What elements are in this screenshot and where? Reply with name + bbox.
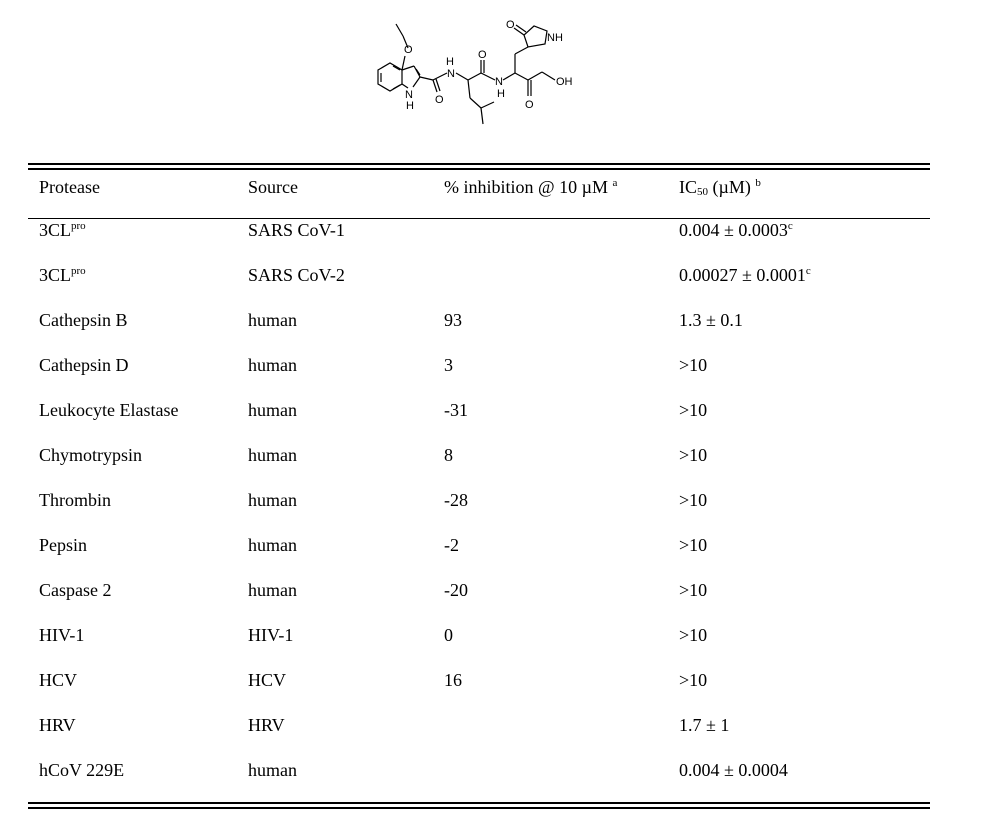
table-row [28, 309, 930, 354]
atom-h-amide1: H [446, 56, 454, 68]
cell-ic50: 1.3 ± 0.1 [679, 310, 743, 330]
cell-protease: HCV [39, 670, 78, 690]
cell-inhibition: 3 [444, 355, 453, 375]
cell-ic50: >10 [679, 580, 708, 600]
cell-protease: HIV-1 [39, 625, 85, 645]
table-row [28, 624, 930, 669]
table-row [28, 444, 930, 489]
cell-inhibition: -20 [444, 580, 468, 600]
atom-h-amide2: H [497, 88, 505, 100]
header-inhibition: % inhibition @ 10 µM $^a$ [444, 177, 618, 197]
cell-source: human [248, 400, 297, 420]
table-row [28, 489, 930, 534]
table-row [28, 714, 930, 759]
cell-protease: Chymotrypsin [39, 445, 143, 465]
cell-ic50: 0.004 ± 0.0003$^c$ [679, 220, 793, 240]
table-row [28, 399, 930, 444]
cell-source: human [248, 490, 297, 510]
cell-ic50: >10 [679, 670, 708, 690]
cell-protease: $3CL^{pro}$ [39, 220, 86, 240]
table-row [28, 264, 930, 309]
cell-protease: Pepsin [39, 535, 88, 555]
protease-table [28, 168, 930, 804]
cell-protease: HRV [39, 715, 76, 735]
atom-n-amide1: N [447, 68, 455, 80]
atom-o-ketone: O [525, 99, 534, 111]
table-row [28, 759, 930, 804]
benzene-ring [378, 63, 402, 91]
cell-inhibition: 16 [444, 670, 462, 690]
cell-ic50: >10 [679, 535, 708, 555]
table-row [28, 669, 930, 714]
atom-oh: OH [556, 76, 573, 88]
table-header [28, 168, 930, 208]
table-row [28, 354, 930, 399]
cell-source: human [248, 310, 297, 330]
header-source: Source [248, 177, 298, 197]
cell-protease: hCoV 229E [39, 760, 125, 780]
cell-ic50: 1.7 ± 1 [679, 715, 730, 735]
header-protease: Protease [39, 177, 100, 197]
cell-inhibition: 8 [444, 445, 453, 465]
cell-ic50: 0.00027 ± 0.0001$^c$ [679, 265, 811, 285]
cell-inhibition: -31 [444, 400, 468, 420]
atom-o-carbonyl1: O [435, 94, 444, 106]
cell-inhibition: 93 [444, 310, 462, 330]
cell-protease: $3CL^{pro}$ [39, 265, 86, 285]
cell-inhibition: -2 [444, 535, 459, 555]
cell-protease: Cathepsin B [39, 310, 128, 330]
table-row [28, 534, 930, 579]
cell-source: human [248, 535, 297, 555]
chemical-structure [360, 10, 590, 150]
cell-source: HIV-1 [248, 625, 294, 645]
atom-n-amide2: N [495, 76, 503, 88]
atom-o-lactam: O [506, 19, 515, 31]
atom-o-methoxy: O [404, 44, 413, 56]
cell-source: SARS CoV-1 [248, 220, 345, 240]
cell-source: human [248, 445, 297, 465]
table-row [28, 579, 930, 624]
cell-ic50: >10 [679, 625, 708, 645]
cell-source: HCV [248, 670, 287, 690]
cell-inhibition: 0 [444, 625, 453, 645]
atom-o-carbonyl2: O [478, 49, 487, 61]
table-row [28, 219, 930, 264]
cell-protease: Thrombin [39, 490, 111, 510]
atom-n-indole: N [405, 89, 413, 101]
cell-ic50: >10 [679, 400, 708, 420]
top-rule-1 [28, 163, 930, 165]
cell-ic50: >10 [679, 445, 708, 465]
cell-source: human [248, 760, 297, 780]
cell-source: HRV [248, 715, 285, 735]
cell-source: SARS CoV-2 [248, 265, 345, 285]
lactam-ring [524, 26, 547, 47]
cell-ic50: 0.004 ± 0.0004 [679, 760, 788, 780]
atom-nh-lactam: NH [547, 32, 563, 44]
bottom-rule-2 [28, 807, 930, 809]
cell-protease: Cathepsin D [39, 355, 129, 375]
cell-inhibition: -28 [444, 490, 468, 510]
cell-source: human [248, 580, 297, 600]
cell-ic50: >10 [679, 355, 708, 375]
cell-protease: Leukocyte Elastase [39, 400, 179, 420]
header-ic50: $IC_{50}$ (µM) $^b$ [679, 177, 761, 198]
cell-ic50: >10 [679, 490, 708, 510]
table-body [28, 208, 930, 804]
molecule-diagram [360, 10, 590, 150]
cell-source: human [248, 355, 297, 375]
atom-h-indole: H [406, 100, 414, 112]
cell-protease: Caspase 2 [39, 580, 112, 600]
